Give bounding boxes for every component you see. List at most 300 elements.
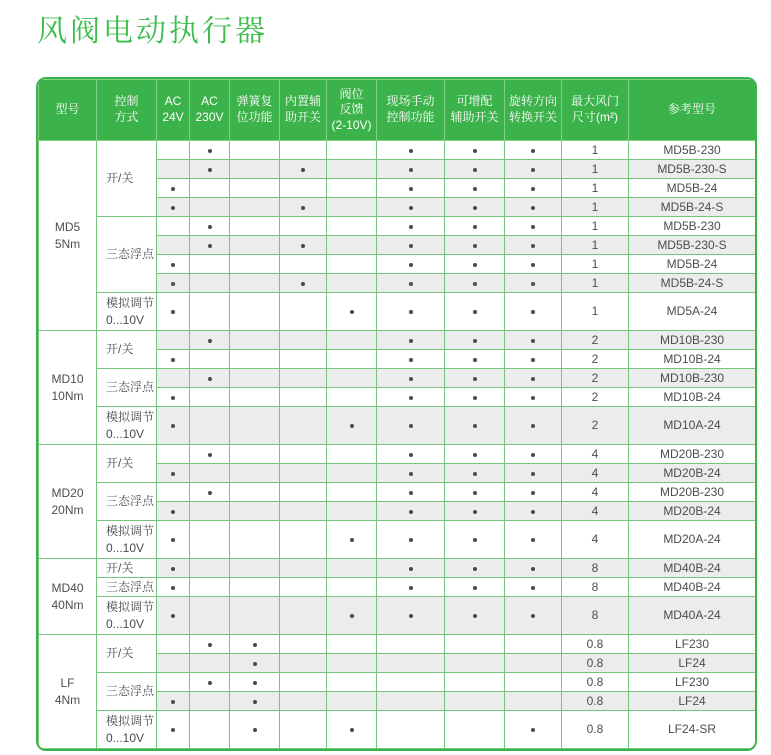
- dot-marker: [531, 510, 535, 514]
- cell-line: MD40: [51, 581, 84, 596]
- dot-marker: [473, 263, 477, 267]
- feature-dot-cell: [157, 331, 190, 350]
- feature-dot-cell: [505, 464, 562, 483]
- dot-marker: [171, 538, 175, 542]
- feature-dot-cell: [327, 673, 377, 692]
- feature-dot-cell: [445, 711, 505, 749]
- feature-dot-cell: [327, 502, 377, 521]
- feature-dot-cell: [327, 711, 377, 749]
- feature-dot-cell: [280, 198, 327, 217]
- cell-line: 开/关: [106, 171, 134, 186]
- max-size-cell: 1: [562, 255, 629, 274]
- cell-line: 4Nm: [54, 692, 81, 707]
- feature-dot-cell: [230, 597, 280, 635]
- feature-dot-cell: [327, 331, 377, 350]
- feature-dot-cell: [230, 559, 280, 578]
- max-size-cell: 0.8: [562, 673, 629, 692]
- cell-line: (2-10V): [331, 117, 372, 132]
- dot-marker: [531, 614, 535, 618]
- dot-marker: [473, 225, 477, 229]
- cell-line: 0...10V: [106, 730, 145, 745]
- feature-dot-cell: [327, 654, 377, 673]
- feature-dot-cell: [230, 141, 280, 160]
- feature-dot-cell: [505, 236, 562, 255]
- dot-marker: [473, 424, 477, 428]
- dot-marker: [531, 187, 535, 191]
- feature-dot-cell: [280, 160, 327, 179]
- cell-line: 参考型号: [667, 102, 716, 117]
- cell-line: 尺寸(m²): [572, 110, 618, 124]
- dot-marker: [409, 358, 413, 362]
- dot-marker: [473, 282, 477, 286]
- feature-dot-cell: [377, 293, 445, 331]
- feature-dot-cell: [190, 559, 230, 578]
- ref-model-cell: LF24-SR: [629, 711, 756, 749]
- table-row: [39, 578, 756, 597]
- cell-line: 开/关: [106, 456, 134, 471]
- feature-dot-cell: [445, 692, 505, 711]
- max-size-cell: 4: [562, 445, 629, 464]
- feature-dot-cell: [505, 692, 562, 711]
- feature-dot-cell: [190, 179, 230, 198]
- model-cell: [39, 331, 97, 445]
- ref-model-cell: MD20B-230: [629, 483, 756, 502]
- feature-dot-cell: [445, 236, 505, 255]
- dot-marker: [409, 263, 413, 267]
- control-mode-cell: [97, 369, 157, 407]
- dot-marker: [171, 187, 175, 191]
- feature-dot-cell: [280, 673, 327, 692]
- cell-line: 助开关: [284, 110, 321, 124]
- cell-line: 现场手动: [386, 94, 435, 109]
- feature-dot-cell: [280, 559, 327, 578]
- feature-dot-cell: [280, 179, 327, 198]
- control-mode-cell: [97, 711, 157, 749]
- feature-dot-cell: [280, 597, 327, 635]
- dot-marker: [473, 472, 477, 476]
- control-mode-cell: [97, 578, 157, 597]
- feature-dot-cell: [157, 692, 190, 711]
- feature-dot-cell: [377, 654, 445, 673]
- feature-dot-cell: [190, 331, 230, 350]
- feature-dot-cell: [280, 331, 327, 350]
- feature-dot-cell: [190, 521, 230, 559]
- feature-dot-cell: [327, 293, 377, 331]
- dot-marker: [531, 206, 535, 210]
- dot-marker: [473, 567, 477, 571]
- dot-marker: [473, 510, 477, 514]
- feature-dot-cell: [230, 635, 280, 654]
- feature-dot-cell: [505, 711, 562, 749]
- dot-marker: [409, 614, 413, 618]
- cell-line: 反馈: [339, 102, 364, 117]
- cell-line: AC: [201, 94, 218, 109]
- table-row: [39, 597, 756, 635]
- dot-marker: [208, 168, 212, 172]
- model-cell: [39, 635, 97, 749]
- feature-dot-cell: [230, 673, 280, 692]
- feature-dot-cell: [327, 483, 377, 502]
- table-row: [39, 293, 756, 331]
- max-size-cell: 1: [562, 141, 629, 160]
- cell-line: 0...10V: [106, 312, 145, 327]
- max-size-cell: 4: [562, 521, 629, 559]
- feature-dot-cell: [230, 255, 280, 274]
- dot-marker: [473, 614, 477, 618]
- cell-line: 阀位: [339, 86, 364, 101]
- dot-marker: [473, 538, 477, 542]
- column-header-spring: [230, 80, 280, 141]
- feature-dot-cell: [505, 274, 562, 293]
- feature-dot-cell: [157, 198, 190, 217]
- dot-marker: [531, 567, 535, 571]
- max-size-cell: 1: [562, 160, 629, 179]
- feature-dot-cell: [190, 293, 230, 331]
- feature-dot-cell: [505, 483, 562, 502]
- feature-dot-cell: [377, 369, 445, 388]
- dot-marker: [350, 310, 354, 314]
- feature-dot-cell: [280, 692, 327, 711]
- ref-model-cell: MD5B-24: [629, 255, 756, 274]
- cell-line: LF: [60, 676, 75, 691]
- max-size-cell: 0.8: [562, 654, 629, 673]
- dot-marker: [208, 453, 212, 457]
- column-header-control: [97, 80, 157, 141]
- feature-dot-cell: [280, 274, 327, 293]
- feature-dot-cell: [190, 673, 230, 692]
- feature-dot-cell: [445, 274, 505, 293]
- ref-model-cell: MD10B-230: [629, 331, 756, 350]
- column-header-feedback: [327, 80, 377, 141]
- dot-marker: [208, 149, 212, 153]
- dot-marker: [171, 396, 175, 400]
- ref-model-cell: MD10B-24: [629, 350, 756, 369]
- dot-marker: [350, 728, 354, 732]
- ref-model-cell: MD5B-24-S: [629, 198, 756, 217]
- feature-dot-cell: [505, 141, 562, 160]
- feature-dot-cell: [280, 217, 327, 236]
- feature-dot-cell: [190, 274, 230, 293]
- model-cell: [39, 141, 97, 331]
- cell-line: 弹簧复: [236, 94, 273, 109]
- page-title: 风阀电动执行器: [37, 15, 268, 48]
- feature-dot-cell: [445, 350, 505, 369]
- feature-dot-cell: [377, 692, 445, 711]
- feature-dot-cell: [377, 179, 445, 198]
- spec-table: [38, 79, 756, 749]
- ref-model-cell: LF24: [629, 654, 756, 673]
- max-size-cell: 4: [562, 464, 629, 483]
- feature-dot-cell: [280, 236, 327, 255]
- max-size-cell: 0.8: [562, 692, 629, 711]
- dot-marker: [171, 728, 175, 732]
- dot-marker: [409, 586, 413, 590]
- feature-dot-cell: [327, 445, 377, 464]
- feature-dot-cell: [445, 654, 505, 673]
- feature-dot-cell: [377, 407, 445, 445]
- cell-line: 模拟调节: [106, 296, 155, 311]
- feature-dot-cell: [280, 711, 327, 749]
- feature-dot-cell: [157, 236, 190, 255]
- feature-dot-cell: [280, 654, 327, 673]
- ref-model-cell: MD10A-24: [629, 407, 756, 445]
- cell-line: 控制: [114, 94, 139, 109]
- max-size-cell: 2: [562, 369, 629, 388]
- feature-dot-cell: [445, 407, 505, 445]
- column-header-opt-aux: [445, 80, 505, 141]
- feature-dot-cell: [280, 293, 327, 331]
- dot-marker: [301, 282, 305, 286]
- feature-dot-cell: [505, 198, 562, 217]
- feature-dot-cell: [505, 597, 562, 635]
- max-size-cell: 8: [562, 559, 629, 578]
- feature-dot-cell: [157, 711, 190, 749]
- feature-dot-cell: [505, 502, 562, 521]
- dot-marker: [409, 491, 413, 495]
- feature-dot-cell: [377, 350, 445, 369]
- dot-marker: [473, 310, 477, 314]
- dot-marker: [171, 358, 175, 362]
- feature-dot-cell: [190, 160, 230, 179]
- feature-dot-cell: [190, 141, 230, 160]
- dot-marker: [531, 491, 535, 495]
- model-cell: [39, 559, 97, 635]
- feature-dot-cell: [445, 445, 505, 464]
- max-size-cell: 2: [562, 331, 629, 350]
- dot-marker: [171, 472, 175, 476]
- max-size-cell: 1: [562, 179, 629, 198]
- feature-dot-cell: [190, 502, 230, 521]
- column-header-ac230: [190, 80, 230, 141]
- dot-marker: [531, 396, 535, 400]
- cell-line: 转换开关: [508, 110, 557, 124]
- feature-dot-cell: [445, 160, 505, 179]
- feature-dot-cell: [445, 331, 505, 350]
- feature-dot-cell: [230, 388, 280, 407]
- feature-dot-cell: [377, 141, 445, 160]
- cell-line: 旋转方向: [508, 94, 557, 109]
- ref-model-cell: MD5B-230-S: [629, 236, 756, 255]
- dot-marker: [171, 282, 175, 286]
- feature-dot-cell: [190, 711, 230, 749]
- feature-dot-cell: [280, 350, 327, 369]
- feature-dot-cell: [230, 331, 280, 350]
- dot-marker: [253, 728, 257, 732]
- feature-dot-cell: [445, 141, 505, 160]
- max-size-cell: 8: [562, 578, 629, 597]
- table-row: [39, 331, 756, 350]
- feature-dot-cell: [280, 141, 327, 160]
- dot-marker: [473, 206, 477, 210]
- feature-dot-cell: [445, 369, 505, 388]
- control-mode-cell: [97, 483, 157, 521]
- feature-dot-cell: [280, 388, 327, 407]
- cell-line: MD10: [51, 372, 84, 387]
- feature-dot-cell: [230, 483, 280, 502]
- ref-model-cell: MD5B-230: [629, 217, 756, 236]
- cell-line: 0...10V: [106, 426, 145, 441]
- feature-dot-cell: [157, 255, 190, 274]
- feature-dot-cell: [190, 198, 230, 217]
- feature-dot-cell: [157, 654, 190, 673]
- feature-dot-cell: [505, 331, 562, 350]
- feature-dot-cell: [157, 578, 190, 597]
- feature-dot-cell: [157, 274, 190, 293]
- feature-dot-cell: [327, 274, 377, 293]
- cell-line: 可增配: [456, 94, 493, 109]
- feature-dot-cell: [377, 578, 445, 597]
- feature-dot-cell: [190, 635, 230, 654]
- max-size-cell: 2: [562, 388, 629, 407]
- feature-dot-cell: [445, 559, 505, 578]
- dot-marker: [409, 510, 413, 514]
- dot-marker: [171, 586, 175, 590]
- cell-line: 24V: [162, 110, 184, 124]
- max-size-cell: 1: [562, 236, 629, 255]
- cell-line: 开/关: [106, 560, 134, 575]
- feature-dot-cell: [230, 502, 280, 521]
- table-row: [39, 217, 756, 236]
- dot-marker: [208, 225, 212, 229]
- feature-dot-cell: [157, 445, 190, 464]
- dot-marker: [350, 614, 354, 618]
- feature-dot-cell: [190, 597, 230, 635]
- max-size-cell: 4: [562, 483, 629, 502]
- feature-dot-cell: [327, 198, 377, 217]
- table-row: [39, 141, 756, 160]
- feature-dot-cell: [230, 445, 280, 464]
- spec-table-container: [36, 77, 757, 751]
- feature-dot-cell: [280, 521, 327, 559]
- dot-marker: [208, 681, 212, 685]
- feature-dot-cell: [327, 369, 377, 388]
- feature-dot-cell: [157, 160, 190, 179]
- dot-marker: [409, 282, 413, 286]
- column-header-ac24: [157, 80, 190, 141]
- table-row: [39, 559, 756, 578]
- feature-dot-cell: [157, 502, 190, 521]
- dot-marker: [531, 282, 535, 286]
- feature-dot-cell: [445, 673, 505, 692]
- dot-marker: [409, 225, 413, 229]
- dot-marker: [208, 339, 212, 343]
- feature-dot-cell: [230, 464, 280, 483]
- feature-dot-cell: [377, 502, 445, 521]
- feature-dot-cell: [327, 521, 377, 559]
- dot-marker: [409, 149, 413, 153]
- feature-dot-cell: [280, 635, 327, 654]
- control-mode-cell: [97, 217, 157, 293]
- feature-dot-cell: [190, 236, 230, 255]
- feature-dot-cell: [280, 369, 327, 388]
- dot-marker: [208, 377, 212, 381]
- max-size-cell: 1: [562, 274, 629, 293]
- cell-line: 0...10V: [106, 616, 145, 631]
- cell-line: 0...10V: [106, 540, 145, 555]
- control-mode-cell: [97, 293, 157, 331]
- feature-dot-cell: [280, 578, 327, 597]
- feature-dot-cell: [445, 198, 505, 217]
- feature-dot-cell: [505, 217, 562, 236]
- column-header-model: [39, 80, 97, 141]
- dot-marker: [409, 187, 413, 191]
- feature-dot-cell: [190, 464, 230, 483]
- cell-line: 20Nm: [51, 502, 84, 517]
- dot-marker: [171, 310, 175, 314]
- feature-dot-cell: [230, 654, 280, 673]
- feature-dot-cell: [157, 407, 190, 445]
- feature-dot-cell: [377, 597, 445, 635]
- dot-marker: [531, 358, 535, 362]
- ref-model-cell: MD20A-24: [629, 521, 756, 559]
- feature-dot-cell: [505, 293, 562, 331]
- feature-dot-cell: [505, 445, 562, 464]
- feature-dot-cell: [327, 217, 377, 236]
- dot-marker: [473, 586, 477, 590]
- cell-line: 230V: [195, 110, 224, 124]
- table-row: [39, 521, 756, 559]
- max-size-cell: 1: [562, 293, 629, 331]
- feature-dot-cell: [377, 198, 445, 217]
- feature-dot-cell: [327, 407, 377, 445]
- dot-marker: [171, 263, 175, 267]
- cell-line: 型号: [55, 102, 80, 117]
- ref-model-cell: MD10B-24: [629, 388, 756, 407]
- feature-dot-cell: [280, 255, 327, 274]
- max-size-cell: 1: [562, 217, 629, 236]
- feature-dot-cell: [230, 236, 280, 255]
- feature-dot-cell: [377, 217, 445, 236]
- dot-marker: [531, 377, 535, 381]
- cell-line: 三态浮点: [106, 494, 155, 509]
- cell-line: 控制功能: [386, 110, 435, 124]
- dot-marker: [171, 510, 175, 514]
- feature-dot-cell: [327, 597, 377, 635]
- feature-dot-cell: [445, 502, 505, 521]
- feature-dot-cell: [190, 388, 230, 407]
- feature-dot-cell: [190, 369, 230, 388]
- feature-dot-cell: [327, 255, 377, 274]
- dot-marker: [473, 168, 477, 172]
- feature-dot-cell: [445, 464, 505, 483]
- cell-line: 模拟调节: [106, 600, 155, 615]
- feature-dot-cell: [230, 692, 280, 711]
- cell-line: 方式: [114, 110, 139, 124]
- dot-marker: [409, 206, 413, 210]
- ref-model-cell: MD10B-230: [629, 369, 756, 388]
- feature-dot-cell: [157, 673, 190, 692]
- feature-dot-cell: [505, 521, 562, 559]
- feature-dot-cell: [157, 464, 190, 483]
- cell-line: MD5: [54, 220, 81, 235]
- feature-dot-cell: [280, 445, 327, 464]
- control-mode-cell: [97, 407, 157, 445]
- table-row: [39, 445, 756, 464]
- dot-marker: [171, 567, 175, 571]
- ref-model-cell: MD5B-24-S: [629, 274, 756, 293]
- feature-dot-cell: [377, 521, 445, 559]
- dot-marker: [531, 263, 535, 267]
- max-size-cell: 0.8: [562, 711, 629, 749]
- feature-dot-cell: [157, 559, 190, 578]
- feature-dot-cell: [190, 692, 230, 711]
- dot-marker: [409, 396, 413, 400]
- cell-line: 三态浮点: [106, 579, 155, 594]
- spec-table-header: [39, 80, 756, 141]
- max-size-cell: 1: [562, 198, 629, 217]
- feature-dot-cell: [230, 578, 280, 597]
- feature-dot-cell: [377, 464, 445, 483]
